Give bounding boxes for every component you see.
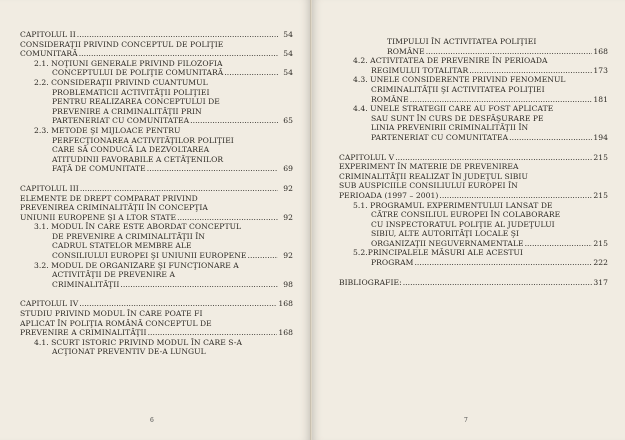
toc-page-number: 69 [283,164,293,174]
toc-entry-text: ROMÂNE [371,94,409,104]
toc-entry-text: CU INSPECTORATUL POLIŢIE AL JUDEŢULUI [371,219,555,229]
dot-leader [177,213,278,223]
toc-entry-text: REGIMULUI TOTALITAR [371,65,469,75]
dot-leader [403,278,593,288]
toc-entry-text: CAPITOLUL II [20,30,76,39]
toc-entry-text: 2.2. CONSIDERAŢII PRIVIND CUANTUMUL [34,77,208,87]
toc-entry-text: UNIUNII EUROPENE ŞI A LTOR STATE [20,212,177,222]
toc-entry [339,37,608,56]
toc-entry-text: PENTRU REALIZAREA CONCEPTULUI DE [52,97,220,107]
toc-entry [20,309,293,338]
dot-leader [190,116,278,126]
toc-page-number: 317 [593,277,608,287]
toc-entry-text: ORGANIZAŢII NEGUVERNAMENTALE [371,238,524,248]
toc-entry-text: ACŢIONAT PREVENTIV DE-A LUNGUL [52,347,206,357]
toc-entry-text: PARTENERIAT CU COMUNITATEA [371,132,509,142]
toc-entry-text: PREVENIRE A CRIMINALITĂŢII PRIN [52,106,202,116]
toc-entry-text: CRIMINALITĂŢII ŞI ACTIVITATEA POLIŢIEI [371,84,545,94]
toc-entry-text: SAU SUNT ÎN CURS DE DESFĂŞURARE PE [371,113,544,123]
dot-leader [224,68,278,78]
toc-entry-text: EXPERIMENT ÎN MATERIE DE PREVENIREA [339,162,519,172]
toc-entry-text: 4.3. UNELE CONSIDERENTE PRIVIND FENOMENUL [353,75,566,85]
toc-entry-text: CARE SĂ CONDUCĂ LA DEZVOLTAREA [52,145,210,155]
toc-entry-text: CAPITOLUL V [339,152,395,162]
toc-entry-text: CAPITOLUL IV [20,299,79,309]
toc-entry-text: 2.3. METODE ŞI MIJLOACE PENTRU [34,125,181,135]
right-page [312,0,625,440]
toc-entry-text: TIMPULUI ÎN ACTIVITATEA POLIŢIEI [387,37,537,46]
toc-entry-text: LINIA PREVENIRII CRIMINALITĂŢII ÎN [371,123,529,133]
toc-page-number: 215 [593,238,608,248]
toc-entry-text: 2.1. NOŢIUNI GENERALE PRIVIND FILOZOFIA [34,58,223,68]
page-number-left: 6 [150,417,154,424]
dot-leader [525,239,593,249]
toc-entry [339,153,608,163]
toc-page-number: 54 [283,30,293,39]
toc-entry [339,201,608,249]
toc-page-number: 98 [283,279,293,289]
toc-entry [20,59,293,78]
toc-entry [20,194,293,223]
toc-entry [20,338,293,357]
toc-entry [20,126,293,174]
toc-entry [20,40,293,59]
toc-entry-text: 3.1. MODUL ÎN CARE ESTE ABORDAT CONCEPTUL [34,222,242,232]
toc-entry [339,104,608,142]
toc-entry [20,299,293,309]
toc-entry-text: CONSILIULUI EUROPEI ŞI UNIUNII EUROPENE [52,251,247,261]
toc-entry-text: STUDIU PRIVIND MODUL ÎN CARE POATE FI [20,309,203,319]
toc-entry-text: SUB AUSPICIILE CONSILIULUI EUROPEI ÎN [339,181,518,191]
toc-entry [339,162,608,200]
dot-leader [80,184,278,194]
toc-entry-text: 5.2.PRINCIPALELE MĂSURI ALE ACESTUI [353,248,523,258]
toc-entry-text: PREVENIREA CRIMINALITĂŢII ÎN CONCEPŢIA [20,203,208,213]
dot-leader [509,133,592,143]
toc-entry-text: ELEMENTE DE DREPT COMPARAT PRIVIND [20,193,198,203]
toc-entry-text: ROMÂNE [387,46,425,56]
dot-leader [120,280,278,290]
toc-entry-text: 5.1. PROGRAMUL EXPERIMENTULUI LANSAT DE [353,200,553,210]
dot-leader [79,49,278,59]
toc-page-number: 168 [593,46,608,56]
toc-entry-text: CADRUL STATELOR MEMBRE ALE [52,241,192,251]
page-number-right: 7 [464,417,468,424]
toc-entry-text: PERIOADA (1997 – 2001) [339,190,439,200]
toc-entry-text: CĂTRE CONSILIUL EUROPEI ÎN COLABORARE [371,210,561,220]
toc-entry-text: BIBLIOGRAFIE: [339,277,402,287]
toc-page-number: 222 [593,258,608,268]
toc-entry-text: CONSIDERAŢII PRIVIND CONCEPTUL DE POLIŢIE [20,39,224,49]
toc-page-number: 92 [283,212,293,222]
dot-leader [426,47,593,57]
toc-page-number: 215 [593,152,608,162]
toc-entry [20,78,293,126]
toc-entry-text: APLICAT ÎN POLIŢIA ROMÂNĂ CONCEPTUL DE [20,318,212,328]
toc-entry-text: 3.2. MODUL DE ORGANIZARE ŞI FUNCŢIONARE A [34,260,239,270]
dot-leader [469,66,592,76]
dot-leader [79,299,277,309]
toc-page-number: 215 [593,190,608,200]
toc-entry [20,184,293,194]
toc-entry-text: CRIMINALITĂŢII [52,279,120,289]
dot-leader [414,258,592,268]
toc-entry [20,222,293,260]
dot-leader [410,95,593,105]
toc-entry-text: PREVENIRE A CRIMINALITĂŢII [20,328,147,338]
toc-entry-text: FAŢĂ DE COMUNITATE [52,164,146,174]
left-page [0,0,311,440]
toc-entry-text: PROBLEMATICII ACTIVITĂŢII POLIŢIEI [52,87,210,97]
toc-page-number: 92 [283,183,293,193]
toc-page-number: 194 [593,132,608,142]
toc-entry-text: 4.2. ACTIVITATEA DE PREVENIRE ÎN PERIOADA [353,56,548,66]
toc-page-number: 54 [283,68,293,78]
dot-leader [395,153,592,163]
toc-entry-text: CRIMINALITĂŢII REALIZAT ÎN JUDEŢUL SIBIU [339,171,528,181]
toc-page-number: 168 [278,299,293,309]
toc-entry-text: PARTENERIAT CU COMUNITATEA [52,116,190,126]
toc-entry [339,248,608,267]
toc-page-number: 181 [593,94,608,104]
toc-page-number: 54 [283,49,293,59]
toc-entry-text: CONCEPTULUI DE POLIŢIE COMUNITARĂ [52,68,224,78]
toc-entry-text: ATITUDINII FAVORABILE A CETĂŢENILOR [52,154,224,164]
toc-entry-text: ACTIVITĂŢII DE PREVENIRE A [52,270,175,280]
toc-entry [339,278,608,288]
toc-entry-text: PROGRAM [371,258,414,268]
toc-right [339,37,608,287]
toc-entry-text: SIBIU, ALTE AUTORITĂŢI LOCALE ŞI [371,229,520,239]
toc-entry-text: DE PREVENIRE A CRIMINALITĂŢII ÎN [52,231,205,241]
dot-leader [248,251,278,261]
toc-page-number: 92 [283,251,293,261]
toc-page-number: 173 [593,65,608,75]
toc-entry-text: 4.1. SCURT ISTORIC PRIVIND MODUL ÎN CARE S-A [34,337,242,347]
dot-leader [439,191,592,201]
toc-entry-text: 4.4. UNELE STRATEGII CARE AU FOST APLICATE [353,104,554,114]
toc-left [20,30,293,357]
toc-entry-text: CAPITOLUL III [20,183,79,193]
toc-entry [339,75,608,104]
toc-entry-text: PERFECŢIONAREA ACTIVITĂŢILOR POLIŢIEI [52,135,234,145]
toc-entry-text: COMUNITARĂ [20,49,78,59]
toc-entry [339,56,608,75]
toc-entry [20,30,293,40]
dot-leader [147,164,278,174]
dot-leader [148,328,278,338]
toc-page-number: 168 [278,328,293,338]
toc-entry [20,261,293,290]
toc-page-number: 65 [283,116,293,126]
dot-leader [77,30,278,40]
